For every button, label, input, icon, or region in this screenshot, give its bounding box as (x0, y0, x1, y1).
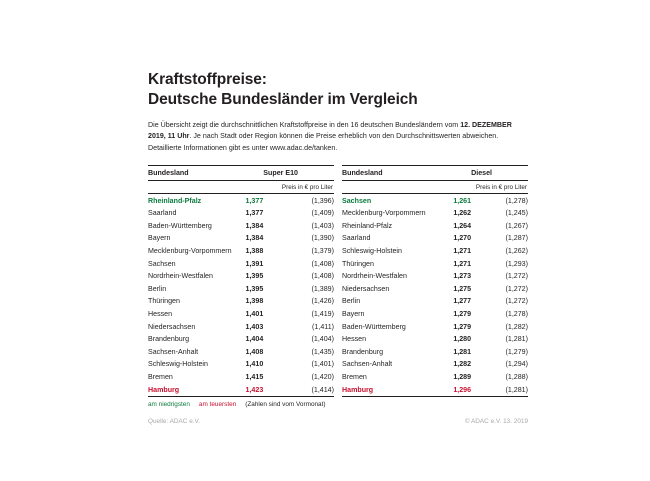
cell-previous-price: (1,403) (311, 221, 334, 230)
table-row (342, 345, 528, 358)
cell-previous-price: (1,404) (311, 335, 334, 344)
footer-source: Quelle: ADAC e.V. (148, 417, 200, 425)
tables-container (148, 165, 528, 397)
table-row (342, 270, 528, 283)
table-row (148, 371, 334, 384)
cell-price: 1,401 (245, 310, 264, 318)
cell-state: Berlin (148, 284, 167, 293)
cell-state: Hessen (148, 310, 173, 318)
cell-state: Mecklenburg-Vorpommern (148, 247, 232, 256)
table-wrapper-diesel (342, 165, 528, 397)
cell-price: 1,261 (453, 196, 472, 205)
cell-state: Niedersachsen (148, 322, 196, 331)
cell-state: Rheinland-Pfalz (342, 221, 393, 230)
cell-state: Sachsen (342, 196, 372, 205)
cell-price: 1,403 (245, 322, 264, 331)
table-row (148, 358, 334, 371)
cell-previous-price: (1,409) (311, 209, 334, 218)
intro-date-highlight: 12. DEZEMBER 2019, 11 Uhr (148, 120, 512, 141)
page-title-line-1: Kraftstoffpreise: (148, 71, 267, 88)
subheader-spacer (342, 181, 441, 194)
cell-state: Bayern (342, 310, 365, 318)
table-row (148, 320, 334, 333)
table-row (342, 194, 528, 207)
table-row (148, 333, 334, 346)
cell-price: 1,377 (245, 209, 264, 218)
cell-price: 1,273 (453, 272, 472, 281)
cell-state: Brandenburg (148, 335, 190, 344)
column-header-state: Bundesland (342, 166, 471, 181)
cell-price: 1,262 (453, 209, 472, 218)
table-row (342, 308, 528, 321)
intro-text-part-2: . Je nach Stadt oder Region können die Preise erheblich von den Durchschnittswerten abweichen. Detaillierte Informationen gibt es unter www.adac.de/tanken. (148, 132, 499, 152)
cell-price: 1,423 (239, 383, 263, 396)
cell-previous-price: (1,282) (505, 322, 528, 331)
cell-state: Mecklenburg-Vorpommern (342, 209, 426, 218)
cell-previous-price: (1,287) (505, 234, 528, 243)
table-body-diesel (342, 194, 528, 397)
cell-price: 1,395 (245, 272, 264, 281)
subheader-unit-label: Preis in € pro Liter (441, 181, 528, 194)
cell-previous-price: (1,379) (311, 247, 334, 256)
table-header-row (342, 166, 528, 181)
table-head-super-e10 (148, 166, 334, 194)
cell-previous-price: (1,420) (311, 372, 334, 381)
cell-previous-price: (1,435) (311, 347, 334, 356)
cell-price: 1,398 (245, 297, 264, 306)
table-row (148, 295, 334, 308)
cell-price: 1,415 (245, 372, 264, 381)
table-row (342, 220, 528, 233)
table-row (342, 371, 528, 384)
cell-previous-price: (1,279) (505, 347, 528, 356)
table-subheader-row (342, 181, 528, 194)
cell-price: 1,281 (453, 347, 472, 356)
table-row (342, 207, 528, 220)
cell-price: 1,404 (245, 335, 264, 344)
cell-previous-price: (1,411) (312, 322, 334, 331)
cell-price: 1,282 (453, 360, 472, 369)
table-row (148, 283, 334, 296)
cell-previous-price: (1,278) (505, 310, 528, 318)
page-title-line-2: Deutsche Bundesländer im Vergleich (148, 91, 418, 109)
footer (148, 418, 528, 425)
cell-price: 1,270 (453, 234, 472, 243)
cell-previous-price: (1,390) (311, 234, 334, 243)
cell-previous-price: (1,396) (311, 196, 334, 205)
cell-state: Bremen (342, 372, 367, 381)
table-row (342, 383, 528, 396)
table-super-e10 (148, 165, 334, 397)
legend (148, 401, 528, 408)
intro-text-part-1: Die Übersicht zeigt die durchschnittlichen Kraftstoffpreise in den 16 deutschen Bundesländern vom (148, 120, 461, 129)
cell-price: 1,296 (441, 383, 471, 396)
table-row (148, 345, 334, 358)
cell-previous-price: (1,419) (311, 310, 334, 318)
table-row (148, 207, 334, 220)
cell-state: Saarland (342, 234, 371, 243)
cell-previous-price: (1,281) (471, 383, 528, 396)
column-header-fuel: Super E10 (263, 166, 334, 181)
cell-price: 1,277 (453, 297, 472, 306)
cell-price: 1,275 (453, 284, 472, 293)
cell-price: 1,391 (245, 259, 264, 268)
subheader-unit-label: Preis in € pro Liter (239, 181, 334, 194)
legend-cheapest-label: am niedrigsten (148, 400, 190, 408)
cell-state: Schleswig-Holstein (148, 360, 208, 369)
cell-price: 1,271 (453, 259, 472, 268)
cell-state: Bremen (148, 372, 173, 381)
table-row (148, 194, 334, 207)
cell-price: 1,408 (245, 347, 264, 356)
table-row (148, 257, 334, 270)
cell-state: Sachsen-Anhalt (148, 347, 199, 356)
cell-previous-price: (1,267) (505, 221, 528, 230)
cell-price: 1,388 (245, 247, 264, 256)
cell-price: 1,271 (453, 247, 472, 256)
cell-state: Schleswig-Holstein (342, 247, 402, 256)
cell-price: 1,410 (245, 360, 264, 369)
table-row (342, 333, 528, 346)
cell-state: Saarland (148, 209, 177, 218)
table-row (148, 245, 334, 258)
cell-state: Nordrhein-Westfalen (342, 272, 407, 281)
table-body-super-e10 (148, 194, 334, 397)
table-row (342, 232, 528, 245)
cell-previous-price: (1,281) (505, 335, 528, 344)
cell-price: 1,280 (453, 335, 472, 344)
cell-price: 1,384 (245, 234, 264, 243)
cell-previous-price: (1,408) (311, 272, 334, 281)
cell-state: Thüringen (148, 297, 180, 306)
cell-state: Niedersachsen (342, 284, 390, 293)
cell-price: 1,377 (245, 196, 264, 205)
table-header-row (148, 166, 334, 181)
cell-state: Sachsen (148, 259, 176, 268)
cell-state: Baden-Württemberg (148, 221, 212, 230)
table-row (148, 383, 334, 396)
cell-state: Hessen (342, 335, 367, 344)
cell-previous-price: (1,293) (505, 259, 528, 268)
cell-previous-price: (1,288) (505, 372, 528, 381)
subheader-spacer (148, 181, 239, 194)
cell-price: 1,384 (245, 221, 264, 230)
cell-previous-price: (1,272) (505, 297, 528, 306)
cell-state: Thüringen (342, 259, 374, 268)
cell-previous-price: (1,408) (311, 259, 334, 268)
cell-state: Nordrhein-Westfalen (148, 272, 213, 281)
cell-state: Baden-Württemberg (342, 322, 406, 331)
intro-paragraph (148, 120, 526, 154)
table-row (148, 232, 334, 245)
table-row (148, 308, 334, 321)
table-row (342, 283, 528, 296)
cell-previous-price: (1,262) (505, 247, 528, 256)
column-header-fuel: Diesel (471, 166, 528, 181)
page-title (148, 70, 528, 111)
table-diesel (342, 165, 528, 397)
table-row (148, 220, 334, 233)
cell-price: 1,279 (453, 310, 472, 318)
cell-price: 1,264 (453, 221, 472, 230)
cell-previous-price: (1,426) (311, 297, 334, 306)
table-row (342, 295, 528, 308)
table-row (342, 320, 528, 333)
cell-previous-price: (1,272) (505, 284, 528, 293)
cell-previous-price: (1,401) (311, 360, 334, 369)
cell-state: Hamburg (342, 383, 441, 396)
cell-previous-price: (1,245) (505, 209, 528, 218)
cell-state: Brandenburg (342, 347, 384, 356)
cell-state: Berlin (342, 297, 361, 306)
cell-state: Hamburg (148, 383, 239, 396)
cell-state: Rheinland-Pfalz (148, 196, 202, 205)
table-row (342, 257, 528, 270)
table-row (148, 270, 334, 283)
table-row (342, 358, 528, 371)
cell-price: 1,289 (453, 372, 472, 381)
footer-copyright: © ADAC e.V. 13. 2019 (464, 417, 528, 425)
cell-state: Bayern (148, 234, 171, 243)
table-head-diesel (342, 166, 528, 194)
cell-price: 1,395 (245, 284, 264, 293)
content-column (148, 70, 528, 425)
legend-expensive-label: am teuersten (198, 400, 237, 408)
cell-previous-price: (1,389) (311, 284, 334, 293)
cell-previous-price: (1,414) (263, 383, 334, 396)
table-subheader-row (148, 181, 334, 194)
cell-previous-price: (1,294) (505, 360, 528, 369)
table-row (342, 245, 528, 258)
column-header-state: Bundesland (148, 166, 263, 181)
cell-price: 1,279 (453, 322, 472, 331)
cell-state: Sachsen-Anhalt (342, 360, 393, 369)
legend-note: (Zahlen sind vom Vormonat) (245, 400, 326, 408)
cell-previous-price: (1,278) (505, 196, 528, 205)
cell-previous-price: (1,272) (505, 272, 528, 281)
table-wrapper-super-e10 (148, 165, 334, 397)
